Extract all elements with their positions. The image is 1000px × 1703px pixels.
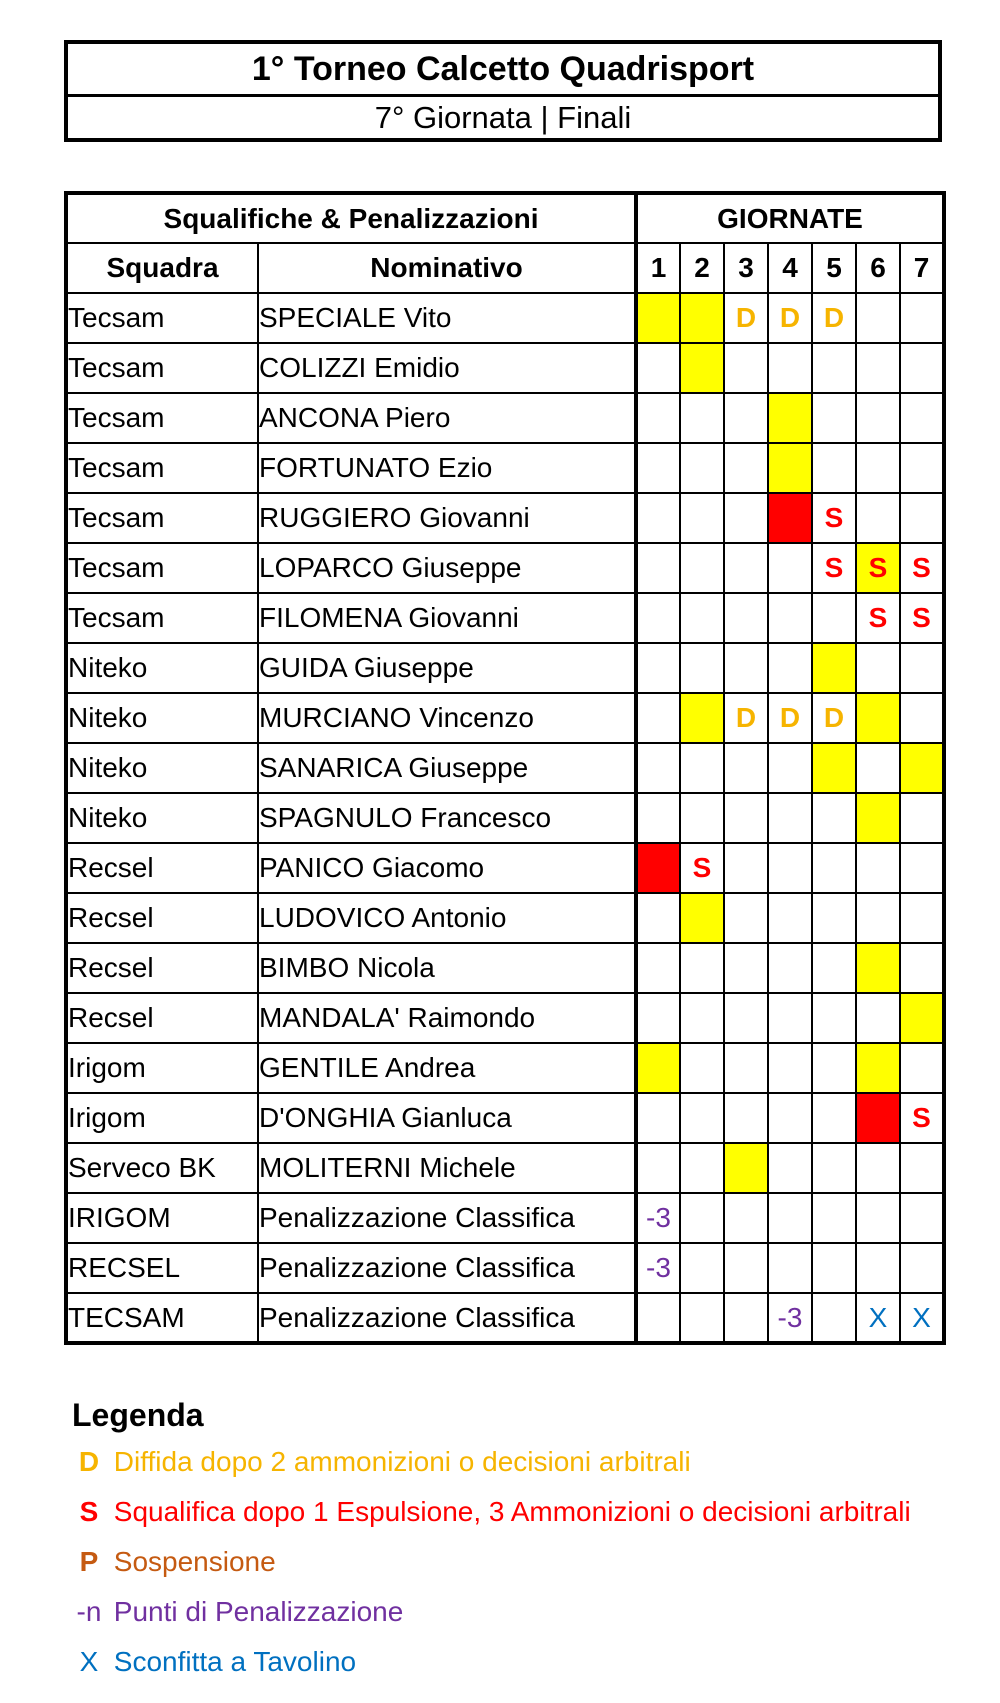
player-name-cell: Penalizzazione Classifica — [258, 1243, 636, 1293]
player-name-cell: ANCONA Piero — [258, 393, 636, 443]
table-row — [66, 1193, 944, 1243]
round-cell — [900, 293, 944, 343]
round-cell — [812, 1193, 856, 1243]
team-cell: IRIGOM — [66, 1193, 258, 1243]
round-cell — [636, 743, 680, 793]
round-cell — [856, 643, 900, 693]
round-cell — [680, 1243, 724, 1293]
table-row — [66, 693, 944, 743]
round-cell — [768, 793, 812, 843]
round-cell — [636, 643, 680, 693]
table-row — [66, 943, 944, 993]
round-cell — [812, 893, 856, 943]
round-cell — [680, 743, 724, 793]
legend-item — [72, 1637, 972, 1687]
round-cell — [724, 1193, 768, 1243]
table-row — [66, 493, 944, 543]
round-cell — [724, 593, 768, 643]
round-cell — [724, 793, 768, 843]
legend-text: Punti di Penalizzazione — [113, 1596, 404, 1627]
team-cell: Niteko — [66, 693, 258, 743]
player-name-cell: PANICO Giacomo — [258, 843, 636, 893]
round-cell — [768, 443, 812, 493]
round-header: 1 — [636, 243, 680, 293]
team-cell: Irigom — [66, 1093, 258, 1143]
round-cell — [856, 493, 900, 543]
round-cell — [856, 1093, 900, 1143]
round-cell — [856, 893, 900, 943]
round-cell — [900, 693, 944, 743]
round-cell — [768, 1143, 812, 1193]
round-cell — [680, 643, 724, 693]
round-cell — [636, 893, 680, 943]
round-cell — [724, 893, 768, 943]
page-subtitle: 7° Giornata | Finali — [374, 100, 632, 135]
team-cell: Tecsam — [66, 343, 258, 393]
table-row — [66, 543, 944, 593]
team-cell: Tecsam — [66, 493, 258, 543]
round-header: 5 — [812, 243, 856, 293]
round-cell — [856, 693, 900, 743]
round-cell — [768, 843, 812, 893]
team-cell: Tecsam — [66, 593, 258, 643]
round-cell — [900, 1143, 944, 1193]
round-cell — [768, 643, 812, 693]
round-cell — [812, 1293, 856, 1343]
player-name-cell: COLIZZI Emidio — [258, 343, 636, 393]
round-cell — [812, 743, 856, 793]
round-cell — [856, 993, 900, 1043]
round-cell — [636, 993, 680, 1043]
round-cell — [636, 593, 680, 643]
table-row — [66, 593, 944, 643]
round-header: 6 — [856, 243, 900, 293]
table-row — [66, 1293, 944, 1343]
table-row — [66, 893, 944, 943]
player-name-cell: FILOMENA Giovanni — [258, 593, 636, 643]
round-cell — [900, 393, 944, 443]
round-cell: S — [900, 543, 944, 593]
player-name-cell: LOPARCO Giuseppe — [258, 543, 636, 593]
round-cell — [636, 693, 680, 743]
round-cell — [856, 293, 900, 343]
round-cell: D — [768, 693, 812, 743]
round-cell: S — [812, 543, 856, 593]
player-name-cell: SPAGNULO Francesco — [258, 793, 636, 843]
round-cell — [724, 643, 768, 693]
round-cell: D — [724, 693, 768, 743]
round-cell — [680, 493, 724, 543]
table-row — [66, 1093, 944, 1143]
column-header-team: Squadra — [66, 243, 258, 293]
round-cell — [680, 693, 724, 743]
disciplinary-table — [64, 191, 946, 1345]
player-name-cell: BIMBO Nicola — [258, 943, 636, 993]
round-header: 3 — [724, 243, 768, 293]
round-cell — [724, 1293, 768, 1343]
table-body — [66, 293, 944, 1343]
round-cell — [856, 1143, 900, 1193]
legend-text: Squalifica dopo 1 Espulsione, 3 Ammonizioni o decisioni arbitrali — [113, 1496, 911, 1527]
round-cell — [856, 1243, 900, 1293]
team-cell: Tecsam — [66, 393, 258, 443]
round-cell — [768, 743, 812, 793]
player-name-cell: GUIDA Giuseppe — [258, 643, 636, 693]
round-cell — [812, 943, 856, 993]
round-cell — [680, 343, 724, 393]
round-cell — [900, 643, 944, 693]
team-cell: Recsel — [66, 893, 258, 943]
page-title: 1° Torneo Calcetto Quadrisport — [68, 44, 938, 97]
team-cell: RECSEL — [66, 1243, 258, 1293]
round-cell — [724, 743, 768, 793]
legend-symbol: D — [78, 1446, 100, 1477]
round-cell — [812, 343, 856, 393]
table-row — [66, 293, 944, 343]
round-cell: -3 — [636, 1193, 680, 1243]
round-cell — [636, 493, 680, 543]
round-cell — [724, 1043, 768, 1093]
round-cell — [724, 843, 768, 893]
round-cell — [680, 393, 724, 443]
round-cell: X — [900, 1293, 944, 1343]
round-cell — [900, 843, 944, 893]
round-cell — [856, 343, 900, 393]
round-cell — [680, 1193, 724, 1243]
round-cell: S — [812, 493, 856, 543]
round-cell — [636, 793, 680, 843]
team-cell: Niteko — [66, 643, 258, 693]
legend-symbol: X — [79, 1646, 99, 1677]
round-cell — [768, 1243, 812, 1293]
table-row — [66, 443, 944, 493]
round-cell — [724, 943, 768, 993]
round-cell — [680, 793, 724, 843]
legend-text: Sospensione — [113, 1546, 276, 1577]
round-cell — [680, 1093, 724, 1143]
legend-symbol: -n — [76, 1596, 102, 1627]
round-cell — [680, 1293, 724, 1343]
round-cell — [856, 793, 900, 843]
round-cell — [636, 543, 680, 593]
round-header: 7 — [900, 243, 944, 293]
round-cell — [636, 393, 680, 443]
round-cell: -3 — [768, 1293, 812, 1343]
round-cell — [812, 1243, 856, 1293]
round-cell — [856, 393, 900, 443]
legend-item — [72, 1587, 972, 1637]
round-cell — [812, 993, 856, 1043]
round-cell — [768, 493, 812, 543]
round-cell — [900, 1243, 944, 1293]
round-cell — [812, 1043, 856, 1093]
round-cell — [768, 393, 812, 443]
round-cell — [856, 1043, 900, 1093]
player-name-cell: SPECIALE Vito — [258, 293, 636, 343]
legend-item — [72, 1487, 972, 1537]
round-cell — [636, 1143, 680, 1193]
round-cell — [680, 993, 724, 1043]
table-row — [66, 1243, 944, 1293]
round-cell — [680, 293, 724, 343]
table-row — [66, 743, 944, 793]
table-row — [66, 1043, 944, 1093]
team-cell: Recsel — [66, 993, 258, 1043]
round-cell — [636, 1293, 680, 1343]
round-cell — [768, 1193, 812, 1243]
table-row — [66, 343, 944, 393]
table-row — [66, 643, 944, 693]
table-row — [66, 1143, 944, 1193]
round-cell — [812, 393, 856, 443]
round-cell — [900, 893, 944, 943]
legend — [72, 1393, 972, 1687]
round-cell — [636, 843, 680, 893]
table-row — [66, 393, 944, 443]
round-cell — [636, 1093, 680, 1143]
round-cell: D — [724, 293, 768, 343]
round-cell: S — [680, 843, 724, 893]
round-cell — [680, 443, 724, 493]
round-header: 4 — [768, 243, 812, 293]
player-name-cell: GENTILE Andrea — [258, 1043, 636, 1093]
round-cell: X — [856, 1293, 900, 1343]
team-cell: Recsel — [66, 943, 258, 993]
legend-item — [72, 1537, 972, 1587]
round-cell — [812, 843, 856, 893]
round-cell — [636, 343, 680, 393]
player-name-cell: MURCIANO Vincenzo — [258, 693, 636, 743]
round-cell — [856, 943, 900, 993]
round-cell — [812, 1093, 856, 1143]
table-row — [66, 993, 944, 1043]
table-row — [66, 843, 944, 893]
round-cell — [680, 1043, 724, 1093]
round-cell — [812, 793, 856, 843]
player-name-cell: FORTUNATO Ezio — [258, 443, 636, 493]
round-cell — [724, 493, 768, 543]
round-cell: S — [900, 1093, 944, 1143]
round-cell — [856, 743, 900, 793]
round-cell — [680, 893, 724, 943]
round-header: 2 — [680, 243, 724, 293]
team-cell: TECSAM — [66, 1293, 258, 1343]
round-cell — [900, 493, 944, 543]
round-cell — [900, 793, 944, 843]
round-cell — [900, 993, 944, 1043]
player-name-cell: LUDOVICO Antonio — [258, 893, 636, 943]
round-cell — [724, 1093, 768, 1143]
legend-items — [72, 1437, 972, 1687]
team-cell: Tecsam — [66, 443, 258, 493]
player-name-cell: D'ONGHIA Gianluca — [258, 1093, 636, 1143]
team-cell: Tecsam — [66, 293, 258, 343]
team-cell: Serveco BK — [66, 1143, 258, 1193]
round-cell — [680, 593, 724, 643]
player-name-cell: MANDALA' Raimondo — [258, 993, 636, 1043]
round-cell — [900, 343, 944, 393]
round-cell — [768, 1093, 812, 1143]
round-cell: S — [856, 543, 900, 593]
round-cell — [900, 943, 944, 993]
legend-text: Sconfitta a Tavolino — [113, 1646, 357, 1677]
section-title: Squalifiche & Penalizzazioni — [66, 193, 636, 243]
player-name-cell: RUGGIERO Giovanni — [258, 493, 636, 543]
round-cell: D — [768, 293, 812, 343]
round-cell — [856, 1193, 900, 1243]
round-cell — [812, 593, 856, 643]
round-cell — [680, 543, 724, 593]
legend-item — [72, 1437, 972, 1487]
round-cell — [724, 343, 768, 393]
round-cell — [768, 893, 812, 943]
round-cell — [900, 1043, 944, 1093]
round-cell: S — [900, 593, 944, 643]
round-cell — [724, 993, 768, 1043]
round-cell — [768, 593, 812, 643]
player-name-cell: SANARICA Giuseppe — [258, 743, 636, 793]
round-cell — [768, 943, 812, 993]
team-cell: Niteko — [66, 743, 258, 793]
giornate-title: GIORNATE — [636, 193, 944, 243]
column-header-name: Nominativo — [258, 243, 636, 293]
round-cell — [636, 1043, 680, 1093]
round-cell — [680, 1143, 724, 1193]
round-cell — [768, 543, 812, 593]
round-cell: S — [856, 593, 900, 643]
legend-symbol: S — [79, 1496, 99, 1527]
round-cell — [636, 293, 680, 343]
round-cell — [900, 1193, 944, 1243]
round-cell — [856, 443, 900, 493]
legend-symbol: P — [79, 1546, 99, 1577]
round-cell — [636, 943, 680, 993]
round-cell — [724, 393, 768, 443]
round-cell — [856, 843, 900, 893]
team-cell: Niteko — [66, 793, 258, 843]
round-cell — [768, 1043, 812, 1093]
round-cell — [900, 743, 944, 793]
player-name-cell: Penalizzazione Classifica — [258, 1293, 636, 1343]
round-cell — [724, 1143, 768, 1193]
round-cell — [724, 543, 768, 593]
round-cell — [812, 443, 856, 493]
team-cell: Tecsam — [66, 543, 258, 593]
round-cell — [680, 943, 724, 993]
round-cell — [768, 993, 812, 1043]
round-cell: -3 — [636, 1243, 680, 1293]
legend-title: Legenda — [72, 1397, 204, 1433]
round-cell — [768, 343, 812, 393]
player-name-cell: Penalizzazione Classifica — [258, 1193, 636, 1243]
round-cell — [812, 643, 856, 693]
round-cell: D — [812, 693, 856, 743]
round-cell — [812, 1143, 856, 1193]
legend-text: Diffida dopo 2 ammonizioni o decisioni arbitrali — [113, 1446, 691, 1477]
team-cell: Irigom — [66, 1043, 258, 1093]
round-cell — [636, 443, 680, 493]
round-cell — [724, 1243, 768, 1293]
title-box — [64, 40, 942, 142]
round-cell — [900, 443, 944, 493]
round-cell: D — [812, 293, 856, 343]
round-cell — [724, 443, 768, 493]
player-name-cell: MOLITERNI Michele — [258, 1143, 636, 1193]
table-row — [66, 793, 944, 843]
team-cell: Recsel — [66, 843, 258, 893]
